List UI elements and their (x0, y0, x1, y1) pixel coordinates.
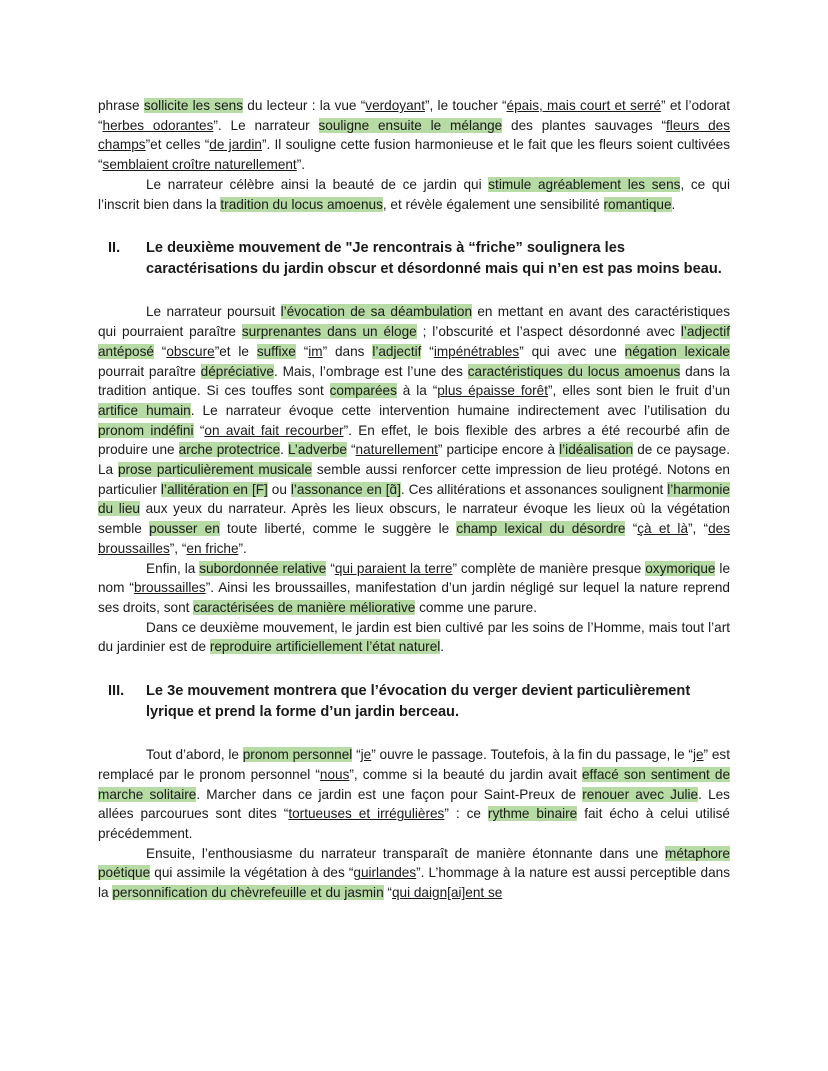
highlight: dépréciative (200, 363, 274, 379)
highlight: subordonnée relative (199, 560, 327, 576)
paragraph: phrase sollicite les sens du lecteur : la vue “verdoyant”, le toucher “épais, mais court et serré” et l’odorat “herbes odorantes”. Le narrateur souligne ensuite le mélange des plantes sauvages “fleurs des champs”et celles “de jardin”. Il souligne cette fusion harmonieuse et le fait que les fleurs soient cultivées “semblaient croître naturellement”. (98, 98, 731, 173)
quotation: qui paraient la terre (334, 560, 453, 576)
paragraph: Enfin, la subordonnée relative “qui paraient la terre” complète de manière presque oxymorique le nom “broussailles”. Ainsi les broussailles, manifestation d’un jardin négligé sur lequel la nature reprend ses droits, sont caractérisées de manière méliorative comme une parure. (98, 560, 731, 615)
highlight: effacé son sentiment de marche solitaire (98, 766, 730, 802)
highlight: l’évocation de sa déambulation (280, 304, 473, 320)
section-title: Le 3e mouvement montrera que l’évocation du verger devient particulièrement lyrique et prend la forme d’un jardin berceau. (146, 683, 691, 720)
highlight: rythme binaire (487, 806, 578, 822)
document-page (98, 96, 730, 903)
highlight: surprenantes dans un éloge (241, 324, 417, 340)
highlight: caractéristiques du locus amoenus (467, 363, 681, 379)
highlight: l’adjectif antéposé (98, 324, 730, 359)
highlight: métaphore poétique (98, 845, 730, 881)
quotation: verdoyant (365, 98, 425, 113)
highlight: tradition du locus amoenus (220, 196, 383, 212)
quotation: naturellement (355, 442, 438, 458)
quotation: épais, mais court et serré (506, 98, 662, 113)
highlight: personnification du chèvrefeuille et du jasmin (112, 885, 384, 901)
highlight: sollicite les sens (143, 98, 244, 113)
highlight: romantique (603, 196, 672, 212)
paragraph: Le narrateur poursuit l’évocation de sa déambulation en mettant en avant des caractéristiques qui pourraient paraître surprenantes dans un éloge ; l’obscurité et l’aspect désordonné avec l’adjectif antéposé “obscure”et le suffixe “im” dans l’adjectif “impénétrables” qui avec une négation lexicale pourrait paraître dépréciative. Mais, l’ombrage est l’une des caractéristiques du locus amoenus dans la tradition antique. Si ces touffes sont comparées à la “plus épaisse forêt”, elles sont bien le fruit d’un artifice humain. Le narrateur évoque cette intervention humaine indirectement avec l’utilisation du pronom indéfini “on avait fait recourber”. En effet, le bois flexible des arbres a été recourbé afin de produire une arche protectrice. L’adverbe “naturellement” participe encore à l’idéalisation de ce paysage. La prose particulièrement musicale semble aussi renforcer cette impression de lieu protégé. Notons en particulier l’allitération en [F] ou l’assonance en [ɑ̃]. Ces allitérations et assonances soulignent l’harmonie du lieu aux yeux du narrateur. Après les lieux obscurs, le narrateur évoque les lieux où la végétation semble pousser en toute liberté, comme le suggère le champ lexical du désordre “çà et là”, “des broussailles”, “en friche”. (98, 304, 731, 556)
quotation: tortueuses et irrégulières (288, 806, 445, 822)
quotation: en friche (186, 540, 239, 556)
highlight: comparées (329, 383, 397, 399)
highlight: pronom personnel (242, 747, 353, 763)
quotation: semblaient croître naturellement (102, 157, 297, 173)
quotation: obscure (166, 343, 215, 359)
quotation: herbes odorantes (102, 117, 214, 133)
highlight: arche protectrice (178, 442, 281, 458)
highlight: stimule agréablement les sens (488, 176, 681, 192)
quotation: je (692, 747, 704, 763)
paragraph: Tout d’abord, le pronom personnel “je” ouvre le passage. Toutefois, à la fin du passage, le “je” est remplacé par le pronom personnel “nous”, comme si la beauté du jardin avait effacé son sentiment de marche solitaire. Marcher dans ce jardin est une façon pour Saint-Preux de renouer avec Julie. Les allées parcourues sont dites “tortueuses et irrégulières” : ce rythme binaire fait écho à celui utilisé précédemment. (98, 747, 730, 842)
quotation: plus épaisse forêt (437, 383, 549, 399)
section-number: II. (108, 240, 121, 257)
quotation: çà et là (637, 521, 689, 537)
highlight: l’idéalisation (559, 442, 634, 458)
highlight: caractérisées de manière méliorative (193, 599, 416, 615)
paragraph: Le narrateur célèbre ainsi la beauté de ce jardin qui stimule agréablement les sens, ce qui l’inscrit bien dans la tradition du locus amoenus, et révèle également une sensibilité romantique. (98, 176, 731, 212)
quotation: qui daign[ai]ent se (391, 885, 503, 901)
highlight: oxymorique (645, 560, 716, 576)
highlight: l’adjectif (372, 343, 422, 359)
highlight: souligne ensuite le mélange (318, 117, 503, 133)
highlight: reproduire artificiellement l’état naturel (209, 639, 441, 655)
section-number: III. (108, 683, 125, 700)
highlight: prose particulièrement musicale (117, 462, 313, 478)
quotation: guirlandes (353, 865, 417, 881)
highlight: l’harmonie du lieu (98, 481, 730, 517)
highlight: champ lexical du désordre (456, 521, 626, 537)
quotation: des broussailles (98, 521, 731, 556)
highlight: l’allitération en [F] (160, 481, 268, 497)
quotation: broussailles (133, 580, 206, 596)
section-title: Le deuxième mouvement de "Je rencontrais à “friche” soulignera les caractérisations du jardin obscur et désordonné mais qui n’en est pas moins beau. (146, 240, 722, 277)
quotation: im (308, 343, 323, 359)
highlight: suffixe (256, 343, 296, 359)
highlight: pousser en (149, 521, 220, 537)
section-heading-3 (98, 681, 730, 722)
section-heading-2 (98, 238, 730, 279)
paragraph: Ensuite, l’enthousiasme du narrateur transparaît de manière étonnante dans une métaphore poétique qui assimile la végétation à des “guirlandes”. L’hommage à la nature est aussi perceptible dans la personnification du chèvrefeuille et du jasmin “qui daign[ai]ent se (98, 845, 730, 901)
quotation: on avait fait recourber (204, 422, 344, 438)
quotation: fleurs des champs (98, 117, 731, 153)
quotation: je (360, 747, 372, 763)
highlight: artifice humain (98, 402, 191, 418)
highlight: négation lexicale (624, 343, 730, 359)
paragraph: Dans ce deuxième mouvement, le jardin est bien cultivé par les soins de l’Homme, mais tout l’art du jardinier est de reproduire artificiellement l’état naturel. (98, 619, 730, 655)
quotation: nous (319, 766, 350, 782)
quotation: de jardin (209, 137, 262, 153)
highlight: L’adverbe (288, 442, 347, 458)
highlight: renouer avec Julie (582, 786, 699, 802)
quotation: impénétrables (433, 343, 520, 359)
highlight: pronom indéfini (98, 422, 194, 438)
highlight: l’assonance en [ɑ̃] (290, 481, 401, 497)
